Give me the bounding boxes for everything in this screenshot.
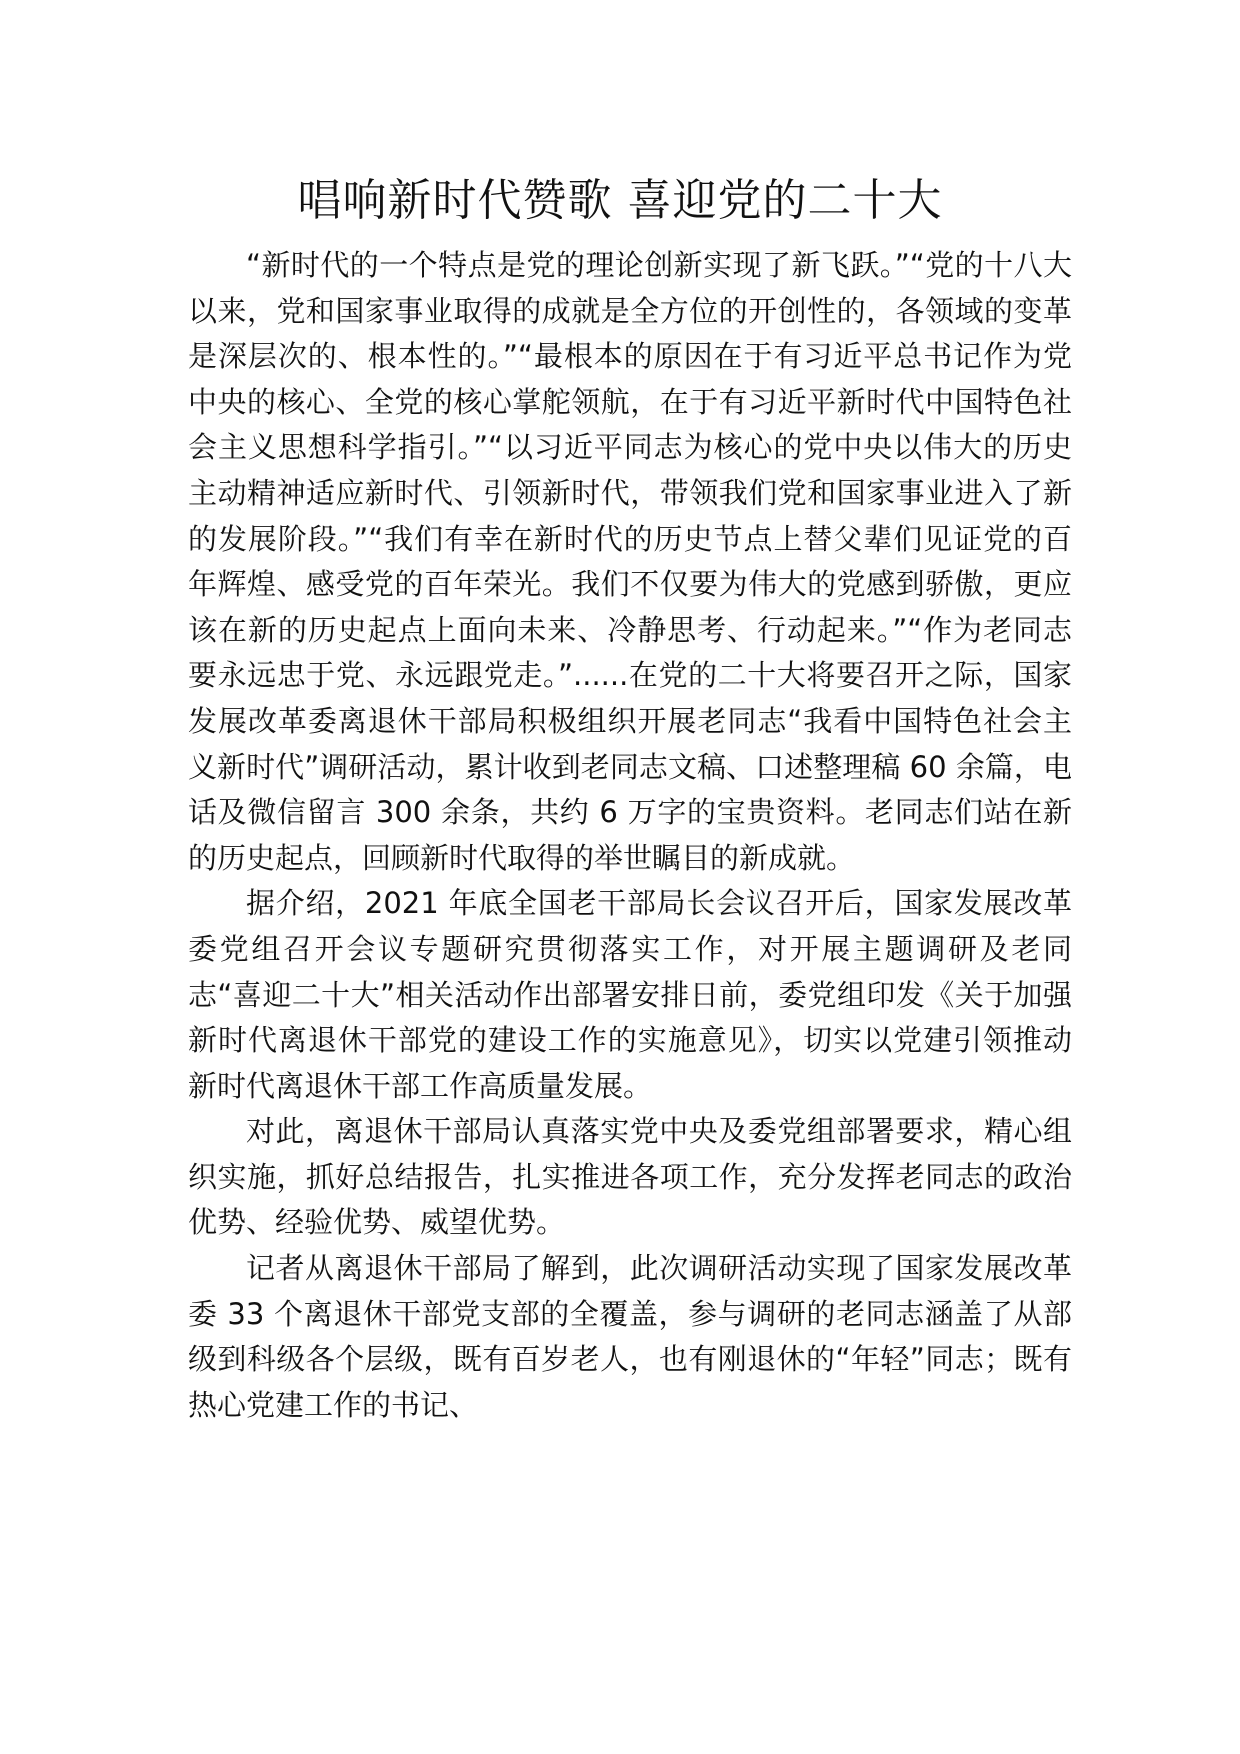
document-title: 唱响新时代赞歌 喜迎党的二十大	[297, 175, 943, 226]
paragraph-background: 据介绍，2021 年底全国老干部局长会议召开后，国家发展改革委党组召开会议专题研究贯彻落实工作，对开展主题调研及老同志“喜迎二十大”相关活动作出部署安排日前，委党组印发《关于加强新时代离退休干部党的建设工作的实施意见》，切实以党建引领推动新时代离退休干部工作高质量发展。	[188, 886, 1072, 1103]
document-body	[188, 243, 1072, 1428]
paragraph-coverage: 记者从离退休干部局了解到，此次调研活动实现了国家发展改革委 33 个离退休干部党支部的全覆盖，参与调研的老同志涵盖了从部级到科级各个层级，既有百岁老人，也有刚退休的“年轻”同志；既有热心党建工作的书记、	[188, 1251, 1072, 1422]
paragraph-implementation: 对此，离退休干部局认真落实党中央及委党组部署要求，精心组织实施，抓好总结报告，扎实推进各项工作，充分发挥老同志的政治优势、经验优势、威望优势。	[188, 1114, 1072, 1240]
paragraph-intro: “新时代的一个特点是党的理论创新实现了新飞跃。”“党的十八大以来，党和国家事业取得的成就是全方位的开创性的，各领域的变革是深层次的、根本性的。”“最根本的原因在于有习近平总书记作为党中央的核心、全党的核心掌舵领航，在于有习近平新时代中国特色社会主义思想科学指引。”“以习近平同志为核心的党中央以伟大的历史主动精神适应新时代、引领新时代，带领我们党和国家事业进入了新的发展阶段。”“我们有幸在新时代的历史节点上替父辈们见证党的百年辉煌、感受党的百年荣光。我们不仅要为伟大的党感到骄傲，更应该在新的历史起点上面向未来、冷静思考、行动起来。”“作为老同志要永远忠于党、永远跟党走。”......在党的二十大将要召开之际，国家发展改革委离退休干部局积极组织开展老同志“我看中国特色社会主义新时代”调研活动，累计收到老同志文稿、口述整理稿 60 余篇，电话及微信留言 300 余条，共约 6 万字的宝贵资料。老同志们站在新的历史起点，回顾新时代取得的举世瞩目的新成就。	[188, 248, 1072, 875]
